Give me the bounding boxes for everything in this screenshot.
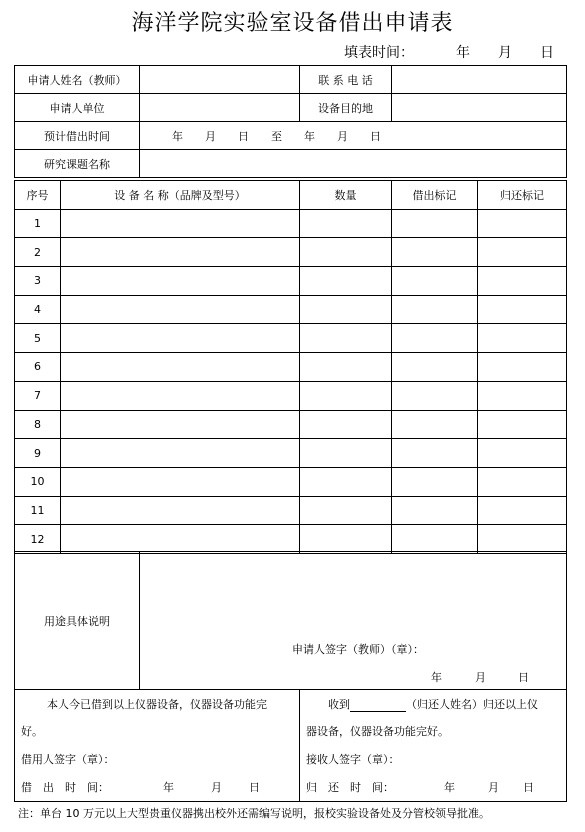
equipment-name-cell[interactable] (61, 410, 300, 439)
return-statement-line2: 器设备，仪器设备功能完好。 (306, 725, 449, 738)
borrow-section[interactable] (15, 690, 300, 802)
purpose-label: 用途具体说明 (15, 552, 140, 690)
borrower-sign-label: 借用人签字（章）： (21, 753, 115, 766)
return-time-month: 月 (488, 781, 499, 794)
return-mark-cell[interactable] (478, 324, 567, 353)
return-mark-cell[interactable] (478, 439, 567, 468)
quantity-cell[interactable] (300, 439, 392, 468)
return-mark-cell[interactable] (478, 238, 567, 267)
return-time-day: 日 (523, 781, 534, 794)
fill-date-month: 月 (498, 45, 512, 61)
form-title: 海洋学院实验室设备借出申请表 (131, 11, 454, 36)
equipment-name-cell[interactable] (61, 467, 300, 496)
borrow-statement-line1: 本人今已借到以上仪器设备，仪器设备功能完 (47, 698, 267, 711)
return-statement-line1 (328, 696, 538, 712)
borrow-time-month: 月 (211, 781, 222, 794)
row-index: 5 (15, 324, 61, 353)
row-index: 3 (15, 267, 61, 296)
col-header-index: 序号 (15, 181, 61, 210)
returner-name-blank[interactable] (350, 699, 406, 712)
equipment-name-cell[interactable] (61, 267, 300, 296)
table-row (15, 353, 567, 382)
quantity-cell[interactable] (300, 496, 392, 525)
applicant-info-table (14, 65, 567, 178)
equipment-name-cell[interactable] (61, 295, 300, 324)
quantity-cell[interactable] (300, 353, 392, 382)
lend-mark-cell[interactable] (392, 353, 478, 382)
lend-mark-cell[interactable] (392, 209, 478, 238)
table-row (15, 267, 567, 296)
purpose-sign-label: 申请人签字（教师）（章）： (292, 643, 424, 656)
row-index: 1 (15, 209, 61, 238)
applicant-name-field[interactable] (140, 66, 300, 94)
table-row (15, 496, 567, 525)
col-header-quantity: 数量 (300, 181, 392, 210)
quantity-cell[interactable] (300, 295, 392, 324)
row-index: 8 (15, 410, 61, 439)
table-row (15, 324, 567, 353)
table-row (15, 439, 567, 468)
table-row (15, 410, 567, 439)
lend-mark-cell[interactable] (392, 525, 478, 554)
quantity-cell[interactable] (300, 238, 392, 267)
return-mark-cell[interactable] (478, 410, 567, 439)
equipment-name-cell[interactable] (61, 381, 300, 410)
return-mark-cell[interactable] (478, 496, 567, 525)
return-mark-cell[interactable] (478, 525, 567, 554)
lend-mark-cell[interactable] (392, 295, 478, 324)
row-index: 10 (15, 467, 61, 496)
return-mark-cell[interactable] (478, 353, 567, 382)
return-section[interactable] (300, 690, 567, 802)
table-row (15, 209, 567, 238)
equipment-name-cell[interactable] (61, 439, 300, 468)
project-label: 研究课题名称 (15, 150, 140, 178)
purpose-date-year: 年 (431, 671, 442, 684)
quantity-cell[interactable] (300, 467, 392, 496)
quantity-cell[interactable] (300, 324, 392, 353)
lend-mark-cell[interactable] (392, 324, 478, 353)
return-received-prefix: 收到 (328, 698, 350, 711)
col-header-name: 设 备 名 称（品牌及型号） (61, 181, 300, 210)
destination-label: 设备目的地 (300, 94, 392, 122)
equipment-table (14, 180, 567, 554)
table-row (15, 238, 567, 267)
row-index: 11 (15, 496, 61, 525)
lend-mark-cell[interactable] (392, 496, 478, 525)
lend-mark-cell[interactable] (392, 267, 478, 296)
equipment-name-cell[interactable] (61, 209, 300, 238)
table-row (15, 381, 567, 410)
return-mark-cell[interactable] (478, 467, 567, 496)
lend-mark-cell[interactable] (392, 381, 478, 410)
borrow-time-year: 年 (163, 781, 174, 794)
period-label: 预计借出时间 (15, 122, 140, 150)
fill-date-label: 填表时间： (344, 45, 414, 61)
borrow-time-day: 日 (249, 781, 260, 794)
return-mark-cell[interactable] (478, 295, 567, 324)
quantity-cell[interactable] (300, 267, 392, 296)
equipment-name-cell[interactable] (61, 238, 300, 267)
quantity-cell[interactable] (300, 209, 392, 238)
row-index: 4 (15, 295, 61, 324)
purpose-table (14, 551, 567, 690)
borrow-statement-line2: 好。 (21, 725, 43, 738)
applicant-name-label: 申请人姓名（教师） (15, 66, 140, 94)
fill-date-year: 年 (456, 45, 470, 61)
row-index: 7 (15, 381, 61, 410)
purpose-field[interactable] (140, 552, 567, 690)
purpose-date-day: 日 (518, 671, 529, 684)
row-index: 9 (15, 439, 61, 468)
footnote: 注：单台 10 万元以上大型贵重仪器携出校外还需编写说明，报校实验设备处及分管校领导批准。 (18, 807, 490, 820)
borrow-return-table (14, 689, 567, 802)
col-header-lend-mark: 借出标记 (392, 181, 478, 210)
col-header-return-mark: 归还标记 (478, 181, 567, 210)
project-field[interactable] (140, 150, 567, 178)
lend-mark-cell[interactable] (392, 238, 478, 267)
unit-label: 申请人单位 (15, 94, 140, 122)
table-row (15, 467, 567, 496)
return-mark-cell[interactable] (478, 381, 567, 410)
phone-field[interactable] (392, 66, 567, 94)
return-time-label: 归 还 时 间： (306, 781, 394, 794)
return-mark-cell[interactable] (478, 209, 567, 238)
borrow-time-label: 借 出 时 间： (21, 781, 109, 794)
row-index: 2 (15, 238, 61, 267)
phone-label: 联 系 电 话 (300, 66, 392, 94)
destination-field[interactable] (392, 94, 567, 122)
purpose-date-month: 月 (475, 671, 486, 684)
table-row (15, 525, 567, 554)
lend-mark-cell[interactable] (392, 467, 478, 496)
return-mark-cell[interactable] (478, 267, 567, 296)
unit-field[interactable] (140, 94, 300, 122)
row-index: 6 (15, 353, 61, 382)
quantity-cell[interactable] (300, 525, 392, 554)
fill-date-day: 日 (540, 45, 554, 61)
return-time-year: 年 (444, 781, 455, 794)
equipment-name-cell[interactable] (61, 496, 300, 525)
equipment-header-row (15, 181, 567, 210)
equipment-name-cell[interactable] (61, 353, 300, 382)
lend-mark-cell[interactable] (392, 439, 478, 468)
return-received-suffix: （归还人姓名）归还以上仪 (406, 698, 538, 711)
lend-mark-cell[interactable] (392, 410, 478, 439)
quantity-cell[interactable] (300, 410, 392, 439)
receiver-sign-label: 接收人签字（章）： (306, 753, 400, 766)
table-row (15, 295, 567, 324)
equipment-name-cell[interactable] (61, 525, 300, 554)
period-field[interactable]: 年 月 日 至 年 月 日 (140, 122, 567, 150)
row-index: 12 (15, 525, 61, 554)
equipment-name-cell[interactable] (61, 324, 300, 353)
quantity-cell[interactable] (300, 381, 392, 410)
